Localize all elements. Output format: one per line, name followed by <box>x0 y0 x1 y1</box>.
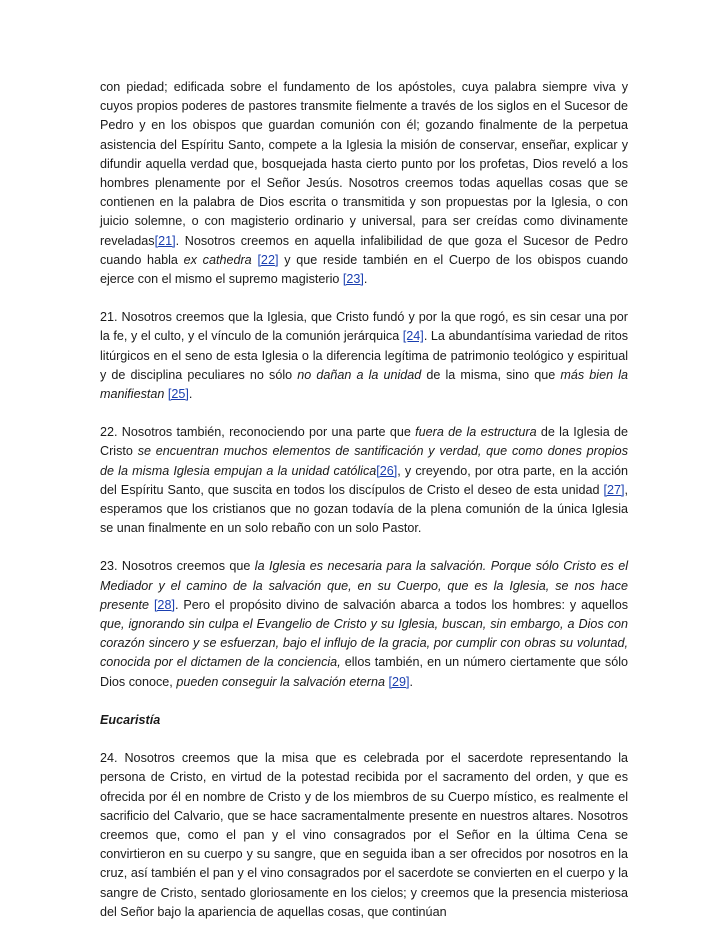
paragraph-23: 23. Nosotros creemos que la Iglesia es necesaria para la salvación. Porque sólo Cristo es el Mediador y el camino de la salvación que, en su Cuerpo, que es la Iglesia, se nos hace presente [28]. Pero el propósito divino de salvación abarca a todos los hombres: y aquellos que, ignorando sin culpa el Evangelio de Cristo y su Iglesia, buscan, sin embargo, a Dios con corazón sincero y se esfuerzan, bajo el influjo de la gracia, por cumplir con obras su voluntad, conocida por el dictamen de la conciencia, ellos también, en un número ciertamente que sólo Dios conoce, pueden conseguir la salvación eterna [29]. <box>100 559 628 689</box>
footnote-link-28[interactable]: [28] <box>153 597 175 612</box>
paragraph-21: 21. Nosotros creemos que la Iglesia, que Cristo fundó y por la que rogó, es sin cesar una por la fe, y el culto, y el vínculo de la comunión jerárquica [24]. La abundantísima variedad de ritos litúrgicos en el seno de esta Iglesia o la diferencia legítima de patrimonio teológico y espiritual y de disciplina peculiares no sólo no dañan a la unidad de la misma, sino que más bien la manifiestan [25]. <box>100 310 629 402</box>
footnote-link-25[interactable]: [25] <box>167 387 189 402</box>
footnote-link-21[interactable]: [21] <box>154 233 176 248</box>
paragraph-continuation: con piedad; edificada sobre el fundamento de los apóstoles, cuya palabra siempre viva y cuyos propios poderes de pastores transmite fielmente a través de los siglos en el Sucesor de Pedro y en los obispos que guardan comunión con él; gozando finalmente de la perpetua asistencia del Espíritu Santo, compete a la Iglesia la misión de conservar, enseñar, explicar y difundir aquella verdad que, bosquejada hasta cierto punto por los profetas, Dios reveló a los hombres plenamente por el Señor Jesús. Nosotros creemos todas aquellas cosas que se contienen en la palabra de Dios escrita o transmitida y son propuestas por la Iglesia, o con juicio solemne, o con magisterio ordinario y universal, para ser creídas como divinamente reveladas[21]. Nosotros creemos en aquella infalibilidad de que goza el Sucesor de Pedro cuando habla ex cathedra [22] y que reside también en el Cuerpo de los obispos cuando ejerce con el mismo el supremo magisterio [23]. <box>100 80 628 287</box>
paragraph-22: 22. Nosotros también, reconociendo por una parte que fuera de la estructura de la Iglesia de Cristo se encuentran muchos elementos de santificación y verdad, que como dones propios de la misma Iglesia empujan a la unidad católica[26], y creyendo, por otra parte, en la acción del Espíritu Santo, que suscita en todos los discípulos de Cristo el deseo de esta unidad [27], esperamos que los cristianos que no gozan todavía de la plena comunión de la única Iglesia se unan finalmente en un solo rebaño con un solo Pastor. <box>100 425 629 536</box>
footnote-link-27[interactable]: [27] <box>603 482 625 497</box>
footnote-link-26[interactable]: [26] <box>376 463 398 478</box>
paragraph-24: 24. Nosotros creemos que la misa que es celebrada por el sacerdote representando la persona de Cristo, en virtud de la potestad recibida por el sacramento del orden, y que es ofrecida por él en nombre de Cristo y de los miembros de su Cuerpo místico, es realmente el sacrificio del Calvario, que se hace sacramentalmente presente en nuestros altares. Nosotros creemos que, como el pan y el vino consagrados por el Señor en la última Cena se convirtieron en su cuerpo y su sangre, que en seguida iban a ser ofrecidos por nosotros en la cruz, así también el pan y el vino consagrados por el sacerdote se convierten en el cuerpo y la sangre de Cristo, sentado gloriosamente en los cielos; y creemos que la presencia misteriosa del Señor bajo la apariencia de aquellas cosas, que continúan <box>100 751 628 919</box>
footnote-link-23[interactable]: [23] <box>342 272 364 287</box>
footnote-link-24[interactable]: [24] <box>402 329 424 344</box>
footnote-link-22[interactable]: [22] <box>257 252 279 267</box>
section-heading: Eucaristía <box>100 712 161 727</box>
footnote-link-29[interactable]: [29] <box>388 674 410 689</box>
document-page <box>100 78 628 941</box>
